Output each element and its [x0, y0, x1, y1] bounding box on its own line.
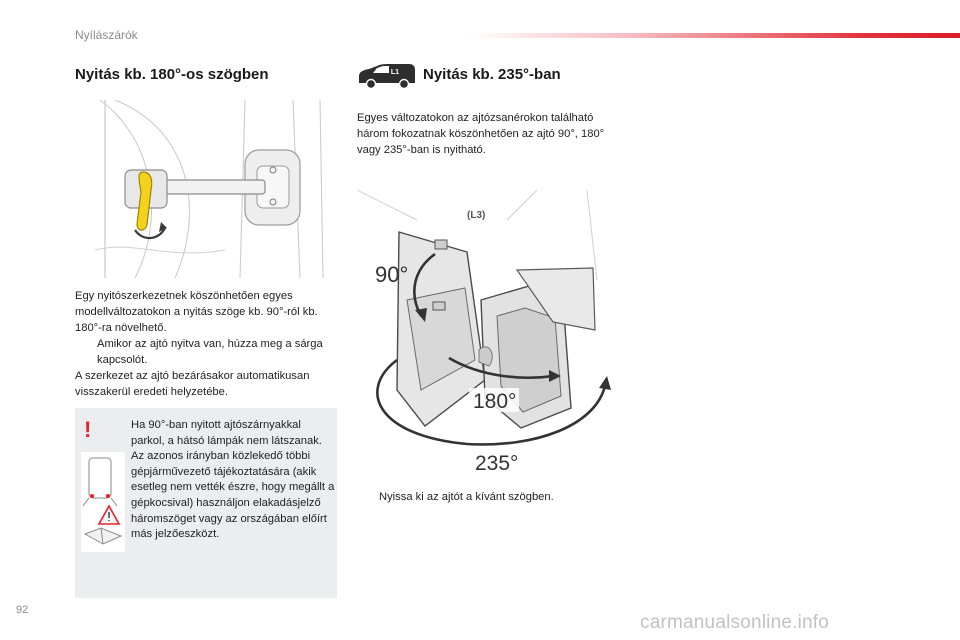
angle-90-label: 90° — [375, 262, 409, 287]
angle-180-label: 180° — [473, 390, 517, 413]
left-section-title: Nyitás kb. 180°-os szögben — [75, 66, 269, 83]
door-stop-illustration — [95, 100, 325, 278]
left-bullet-text: Amikor az ajtó nyitva van, húzza meg a sárga kapcsolót. — [97, 338, 323, 366]
left-outro: A szerkezet az ajtó bezárásakor automatikusan visszakerül eredeti helyzetébe. — [75, 370, 310, 398]
rear-door-opening-diagram — [357, 190, 613, 476]
van-silhouette-icon — [357, 62, 419, 92]
right-bullet — [357, 489, 657, 505]
bullet-glyph-right — [357, 489, 379, 505]
watermark-text: carmanualsonline.info — [640, 612, 830, 633]
angle-235-label: 235° — [475, 452, 519, 475]
warning-exclamation-icon: ! — [84, 417, 92, 442]
parked-vehicle-triangle-illustration — [81, 452, 125, 552]
vehicle-badge: L1 — [390, 69, 400, 76]
page-number: 92 — [16, 604, 29, 616]
header-accent-rule — [468, 33, 960, 38]
bullet-glyph — [75, 336, 97, 368]
warning-text: Ha 90°-ban nyitott ajtószárnyakkal parkol, a hátsó lámpák nem látszanak. Az azonos irányban közlekedő többi gépjárművezető tájékoztatására (akik esetleg nem vették észre, hogy megállt a gépkocsival) használjon elakadásjelző háromszöget vagy az országában előírt más jelzőeszközt. — [131, 419, 335, 541]
variant-label: (L3) — [467, 210, 486, 221]
right-intro: Egyes változatokon az ajtózsanérokon található három fokozatnak köszönhetően az ajtó 90°, 180° vagy 235°-ban is nyitható. — [357, 112, 605, 156]
section-label: Nyílászárók — [75, 28, 138, 42]
left-intro: Egy nyitószerkezetnek köszönhetően egyes modellváltozatokon a nyitás szöge kb. 90°-ról kb. 180°-ra növelhető. — [75, 290, 318, 334]
left-bullet — [75, 336, 340, 368]
left-body — [75, 288, 340, 400]
right-bullet-text: Nyissa ki az ajtót a kívánt szögben. — [379, 491, 554, 503]
right-section-title: Nyitás kb. 235°-ban — [423, 66, 561, 83]
